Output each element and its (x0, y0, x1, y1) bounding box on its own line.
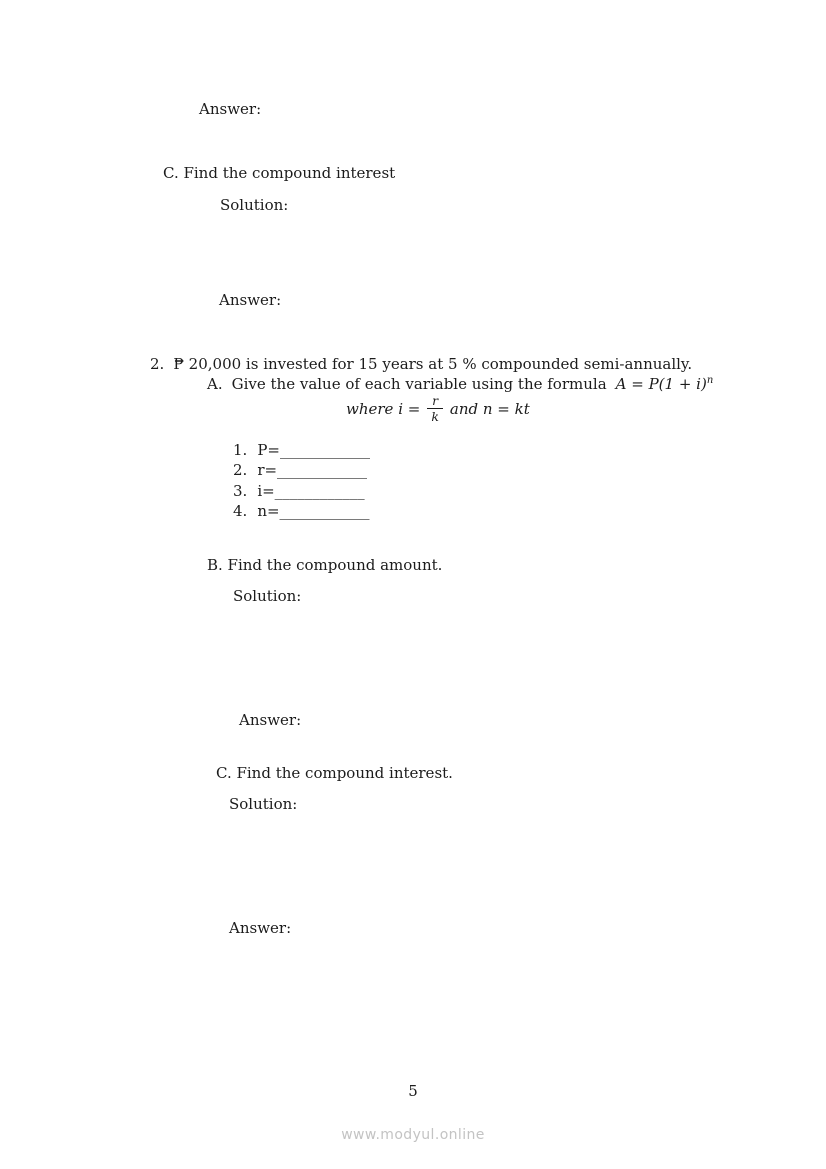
answer-label-1: Answer: (199, 100, 262, 118)
fraction-numerator: r (432, 393, 439, 408)
variables-list (233, 441, 370, 523)
problem-2-text: ₱ 20,000 is invested for 15 years at 5 % compounded semi-annually. (173, 355, 693, 373)
variable-row-p (233, 441, 370, 461)
variable-index: 3. (233, 481, 248, 500)
problem-2-statement-row (150, 355, 692, 373)
page-number: 5 (408, 1082, 418, 1100)
answer-label-2: Answer: (219, 291, 282, 309)
variable-index: 4. (233, 502, 248, 521)
variable-blank-i: i=____________ (257, 481, 365, 500)
part-c-heading-2: C. Find the compound interest. (216, 764, 453, 782)
solution-label-3: Solution: (229, 795, 298, 813)
fraction-r-over-k (427, 394, 443, 423)
footer-watermark: www.modyul.online (341, 1127, 485, 1143)
where-prefix: where i = (346, 399, 421, 418)
where-suffix: and n = kt (449, 399, 530, 418)
part-a-line (207, 375, 713, 393)
problem-2-number: 2. (150, 355, 165, 373)
variable-blank-r: r=____________ (257, 461, 368, 480)
formula-base: A = P(1 + i) (615, 375, 707, 393)
answer-label-4: Answer: (229, 919, 292, 937)
variable-row-n (233, 502, 370, 522)
answer-label-3: Answer: (239, 711, 302, 729)
variable-blank-n: n=____________ (257, 502, 370, 521)
where-line (346, 394, 530, 423)
solution-label-2: Solution: (233, 587, 302, 605)
part-a-text: Give the value of each variable using the formula (231, 375, 607, 393)
variable-blank-p: P=____________ (257, 441, 370, 459)
part-c-heading-1: C. Find the compound interest (163, 164, 396, 182)
fraction-denominator: k (427, 408, 443, 423)
variable-row-i (233, 482, 370, 502)
part-a-label: A. (207, 375, 223, 393)
variable-index: 2. (233, 461, 248, 480)
formula-exponent: n (706, 375, 714, 386)
solution-label-1: Solution: (220, 196, 289, 214)
variable-row-r (233, 461, 370, 481)
variable-index: 1. (233, 441, 248, 459)
formula-compound-amount (616, 375, 714, 393)
part-b-heading: B. Find the compound amount. (207, 556, 443, 574)
